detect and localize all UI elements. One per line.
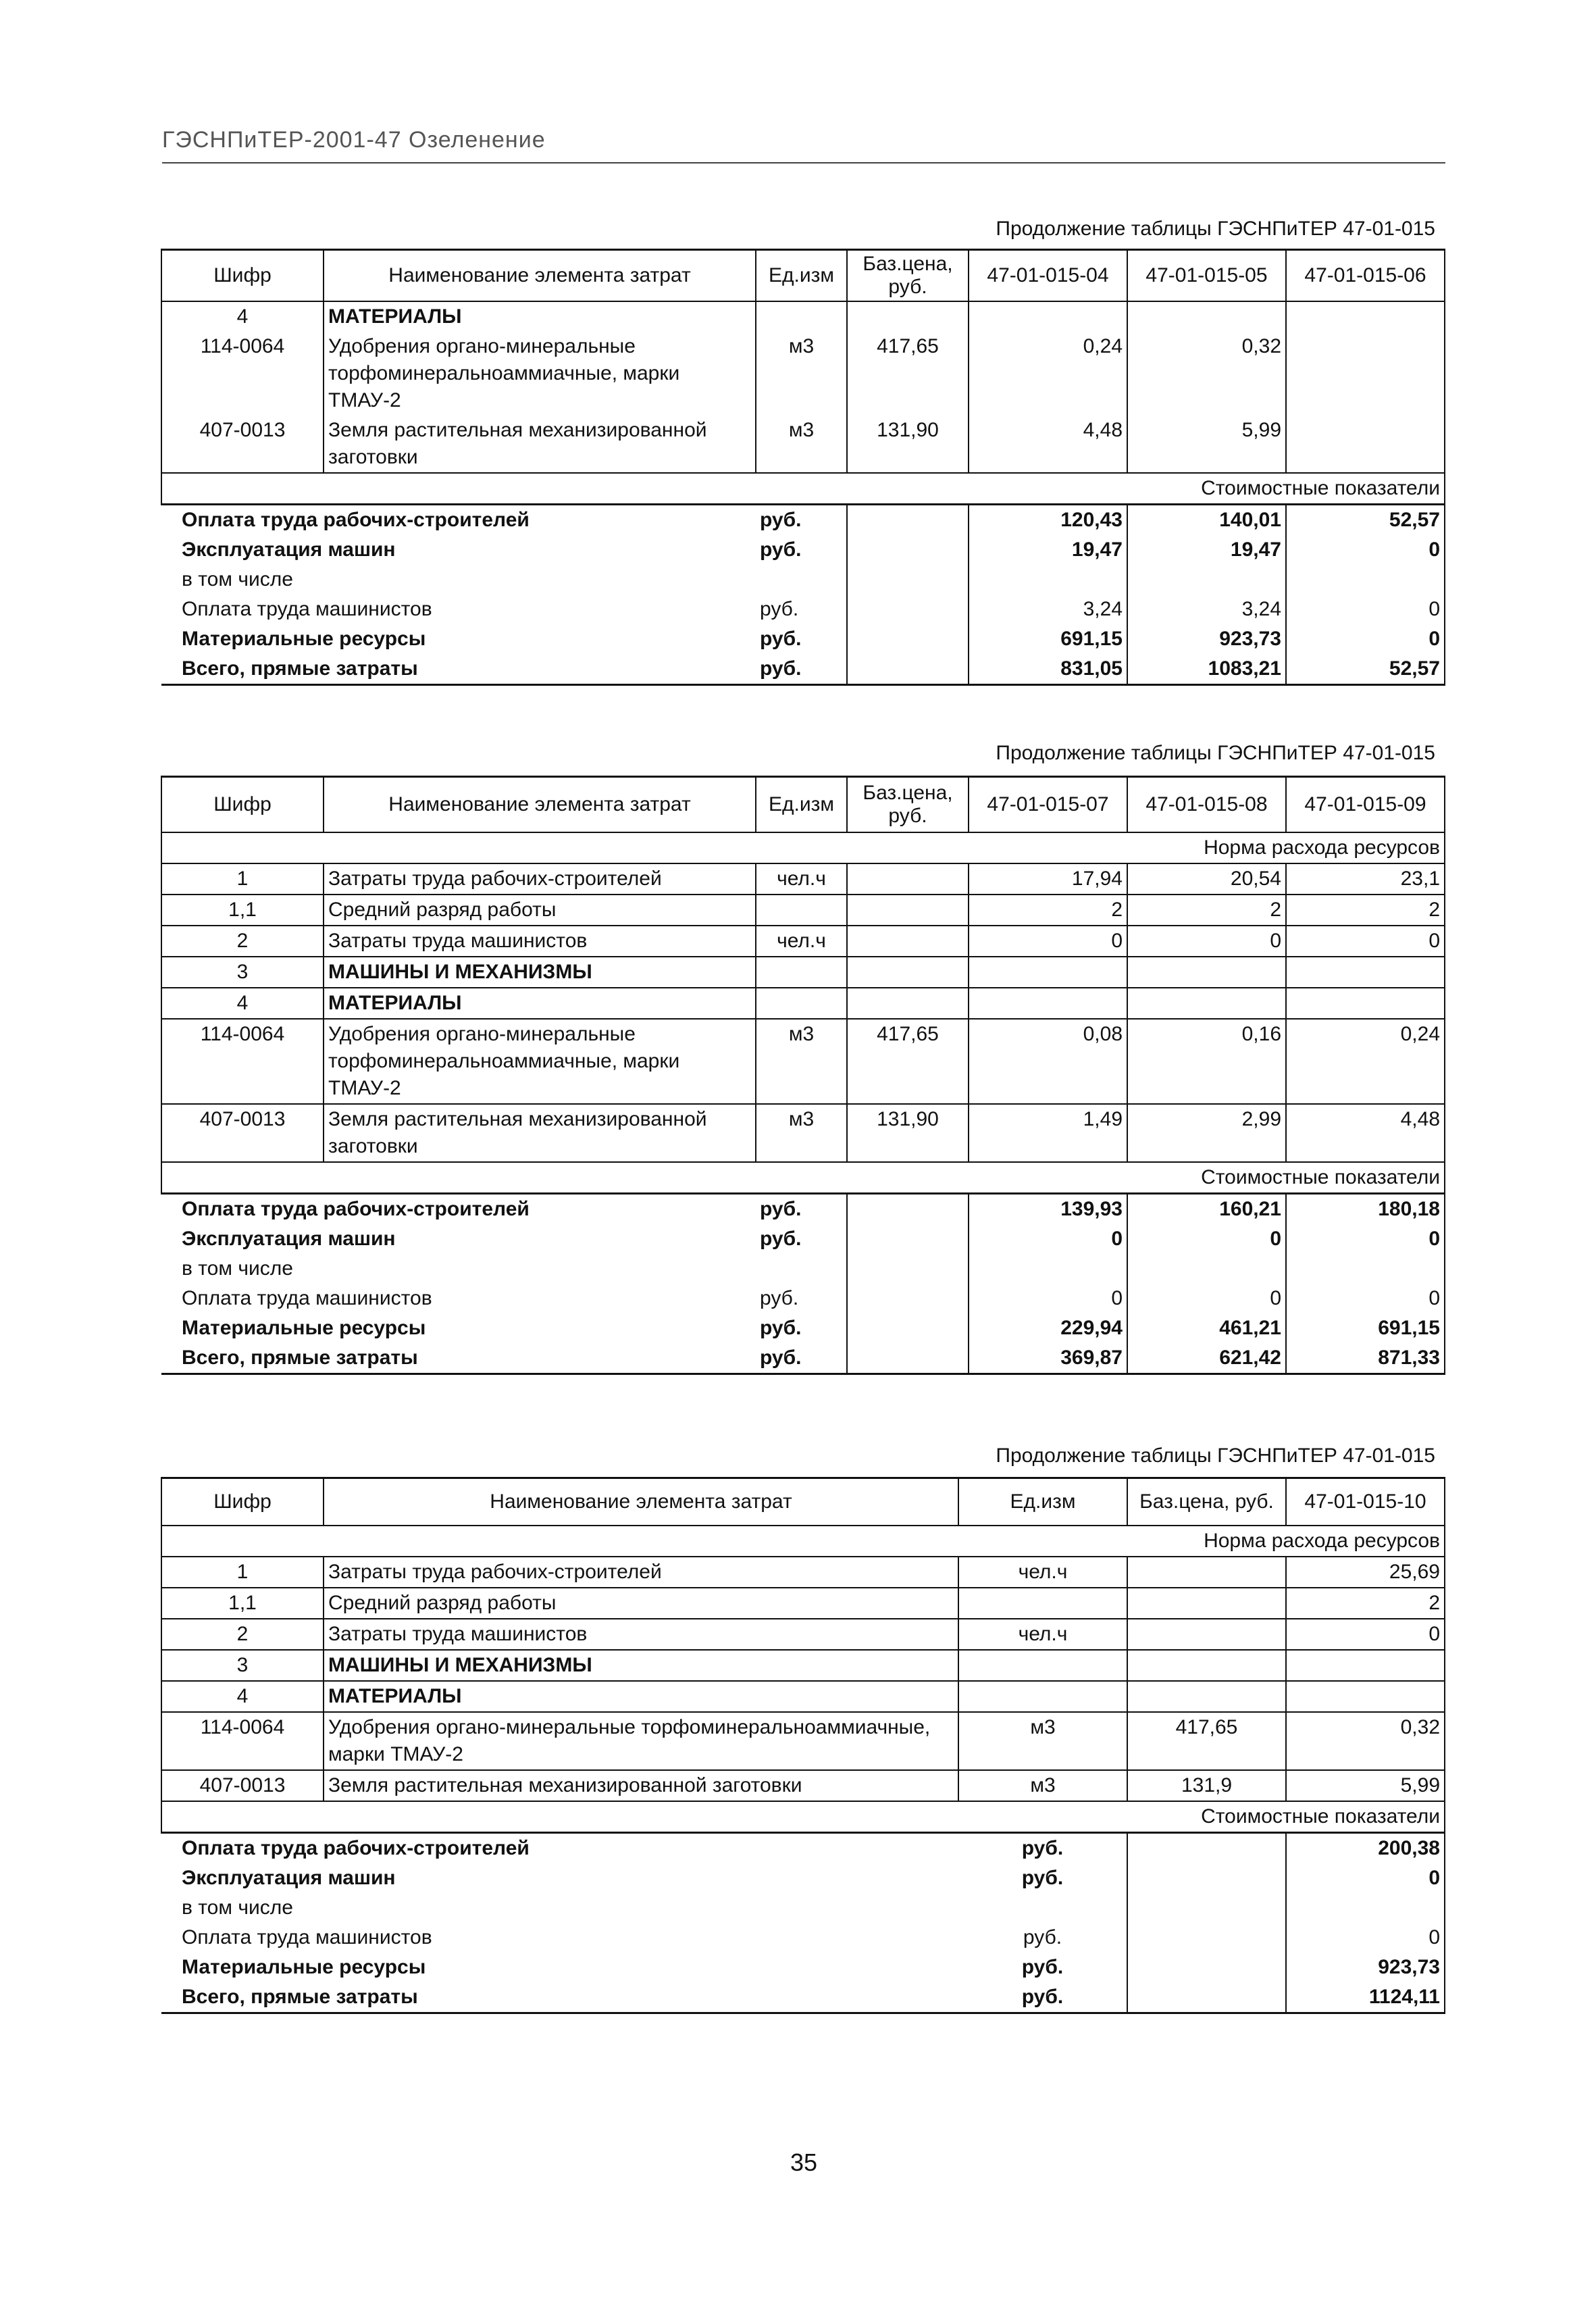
summary-value: 3,24	[969, 595, 1127, 624]
row-unit: м3	[756, 332, 847, 416]
summary-value: 831,05	[969, 654, 1127, 685]
summary-value: 0	[1286, 595, 1445, 624]
row-value: 2,99	[1127, 1104, 1286, 1162]
summary-unit: руб.	[1021, 1866, 1064, 1889]
summary-row	[161, 504, 1445, 535]
row-value: 0	[1286, 1619, 1445, 1650]
summary-value: 0	[1286, 1923, 1445, 1953]
norm-band-label: Норма расхода ресурсов	[161, 832, 1445, 863]
row-price: 131,9	[1127, 1770, 1286, 1801]
row-code: 114-0064	[161, 1019, 324, 1104]
table-header-row	[161, 1478, 1445, 1526]
summary-label: Оплата труда машинистов	[182, 1286, 432, 1309]
summary-empty-cell	[1127, 1923, 1286, 1953]
summary-value	[1286, 1254, 1445, 1284]
row-value: 0,32	[1286, 1712, 1445, 1770]
row-value	[969, 957, 1127, 988]
summary-unit: руб.	[760, 1227, 802, 1250]
row-unit	[958, 1650, 1127, 1681]
row-value: 5,99	[1127, 416, 1286, 473]
table-header-row	[161, 777, 1445, 832]
row-value: 20,54	[1127, 863, 1286, 895]
summary-value: 691,15	[969, 624, 1127, 654]
row-value: 0,32	[1127, 332, 1286, 416]
summary-unit: руб.	[760, 1286, 799, 1309]
summary-row	[161, 1193, 1445, 1224]
table-row	[161, 895, 1445, 926]
row-name: Средний разряд работы	[324, 895, 756, 926]
summary-value: 0	[1286, 1863, 1445, 1893]
summary-value: 871,33	[1286, 1343, 1445, 1374]
summary-unit: руб.	[1021, 1955, 1064, 1978]
row-name: МАТЕРИАЛЫ	[324, 1681, 958, 1712]
row-unit	[958, 1588, 1127, 1619]
col-header-price: Баз.цена, руб.	[847, 777, 969, 832]
summary-unit	[958, 1893, 1127, 1923]
row-name: Затраты труда рабочих-строителей	[324, 1557, 958, 1588]
table-row	[161, 1681, 1445, 1712]
row-code: 1	[161, 1557, 324, 1588]
summary-value	[1286, 565, 1445, 595]
summary-label: Оплата труда рабочих-строителей	[161, 1832, 958, 1863]
summary-value: 691,15	[1286, 1313, 1445, 1343]
col-header-item: 47-01-015-10	[1286, 1478, 1445, 1526]
summary-value: 923,73	[1286, 1953, 1445, 1982]
col-header-unit: Ед.изм	[756, 250, 847, 301]
summary-label: в том числе	[182, 1896, 293, 1919]
row-name: Затраты труда рабочих-строителей	[324, 863, 756, 895]
col-header-code: Шифр	[161, 250, 324, 301]
col-header-item: 47-01-015-07	[969, 777, 1127, 832]
col-header-code: Шифр	[161, 777, 324, 832]
row-price: 131,90	[847, 1104, 969, 1162]
row-code: 407-0013	[161, 1770, 324, 1801]
summary-label: в том числе	[182, 568, 293, 590]
row-code: 114-0064	[161, 1712, 324, 1770]
summary-value: 0	[1286, 1224, 1445, 1254]
cost-band-label: Стоимостные показатели	[161, 473, 1445, 505]
row-value: 2	[1286, 1588, 1445, 1619]
row-price	[847, 301, 969, 332]
header-divider	[162, 162, 1445, 164]
summary-value: 52,57	[1286, 654, 1445, 685]
row-value	[1286, 1681, 1445, 1712]
summary-empty-cell	[1127, 1953, 1286, 1982]
summary-row	[161, 1953, 1445, 1982]
row-unit	[756, 301, 847, 332]
summary-label: Оплата труда машинистов	[182, 1926, 432, 1948]
row-code: 407-0013	[161, 1104, 324, 1162]
row-unit: м3	[756, 416, 847, 473]
summary-value: 0	[1127, 1224, 1286, 1254]
table3-caption: Продолжение таблицы ГЭСНПиТЕР 47-01-015	[996, 1444, 1435, 1467]
row-value	[969, 988, 1127, 1019]
summary-empty-cell	[1127, 1832, 1286, 1863]
summary-row	[161, 595, 1445, 624]
col-header-name: Наименование элемента затрат	[324, 250, 756, 301]
summary-value: 0	[1286, 624, 1445, 654]
row-value	[969, 301, 1127, 332]
row-unit	[756, 957, 847, 988]
row-unit: чел.ч	[756, 926, 847, 957]
summary-row	[161, 535, 1445, 565]
row-code: 4	[161, 301, 324, 332]
cost-band-label: Стоимостные показатели	[161, 1162, 1445, 1194]
row-unit: м3	[756, 1019, 847, 1104]
summary-empty-cell	[847, 1284, 969, 1313]
row-price: 417,65	[847, 332, 969, 416]
row-value: 25,69	[1286, 1557, 1445, 1588]
row-code: 2	[161, 1619, 324, 1650]
summary-value: 0	[969, 1284, 1127, 1313]
col-header-price: Баз.цена, руб.	[1127, 1478, 1286, 1526]
row-name: Затраты труда машинистов	[324, 1619, 958, 1650]
row-value: 2	[969, 895, 1127, 926]
summary-label: Оплата труда рабочих-строителей	[161, 1193, 756, 1224]
row-unit: м3	[958, 1770, 1127, 1801]
summary-value: 19,47	[969, 535, 1127, 565]
summary-label: Всего, прямые затраты	[161, 654, 756, 685]
row-value: 0,24	[969, 332, 1127, 416]
table-row	[161, 1019, 1445, 1104]
summary-row	[161, 624, 1445, 654]
summary-empty-cell	[847, 1343, 969, 1374]
summary-unit: руб.	[958, 1832, 1127, 1863]
summary-label: Эксплуатация машин	[182, 538, 396, 561]
summary-row	[161, 1982, 1445, 2013]
row-name: Удобрения органо-минеральные торфоминеральноаммиачные, марки ТМАУ-2	[324, 1712, 958, 1770]
row-unit: чел.ч	[958, 1557, 1127, 1588]
row-code: 3	[161, 957, 324, 988]
row-value: 4,48	[969, 416, 1127, 473]
summary-value: 923,73	[1127, 624, 1286, 654]
col-header-item: 47-01-015-06	[1286, 250, 1445, 301]
row-value: 0,08	[969, 1019, 1127, 1104]
row-value: 0	[969, 926, 1127, 957]
row-price	[847, 895, 969, 926]
summary-unit: руб.	[756, 1193, 847, 1224]
summary-empty-cell	[847, 654, 969, 685]
summary-empty-cell	[847, 504, 969, 535]
row-name: МАТЕРИАЛЫ	[324, 301, 756, 332]
col-header-item: 47-01-015-09	[1286, 777, 1445, 832]
summary-value: 1083,21	[1127, 654, 1286, 685]
summary-row	[161, 1224, 1445, 1254]
summary-empty-cell	[847, 595, 969, 624]
row-price	[1127, 1588, 1286, 1619]
col-header-item: 47-01-015-04	[969, 250, 1127, 301]
row-value	[1286, 1650, 1445, 1681]
row-value: 0	[1286, 926, 1445, 957]
summary-value: 160,21	[1127, 1193, 1286, 1224]
summary-unit: руб.	[760, 597, 799, 620]
row-name: МАТЕРИАЛЫ	[324, 988, 756, 1019]
row-price: 417,65	[1127, 1712, 1286, 1770]
cost-band-label: Стоимостные показатели	[161, 1801, 1445, 1833]
row-name: Удобрения органо-минеральные торфоминеральноаммиачные, марки ТМАУ-2	[324, 1019, 756, 1104]
row-unit: чел.ч	[756, 863, 847, 895]
row-value	[1127, 988, 1286, 1019]
row-code: 1	[161, 863, 324, 895]
table-row	[161, 1770, 1445, 1801]
summary-value	[1127, 565, 1286, 595]
summary-value: 140,01	[1127, 504, 1286, 535]
row-name: МАШИНЫ И МЕХАНИЗМЫ	[324, 957, 756, 988]
summary-value: 180,18	[1286, 1193, 1445, 1224]
norm-band-row	[161, 832, 1445, 863]
cost-band-row	[161, 1162, 1445, 1194]
summary-label: Всего, прямые затраты	[161, 1982, 958, 2013]
resource-table-3	[161, 1477, 1445, 2014]
row-price: 131,90	[847, 416, 969, 473]
summary-empty-cell	[847, 565, 969, 595]
summary-empty-cell	[1127, 1863, 1286, 1893]
row-name: Земля растительная механизированной заготовки	[324, 1104, 756, 1162]
summary-value: 0	[1127, 1284, 1286, 1313]
summary-value: 1124,11	[1286, 1982, 1445, 2013]
col-header-unit: Ед.изм	[756, 777, 847, 832]
summary-label: Оплата труда рабочих-строителей	[161, 504, 756, 535]
row-unit: чел.ч	[958, 1619, 1127, 1650]
row-code: 1,1	[161, 1588, 324, 1619]
summary-unit: руб.	[760, 538, 802, 561]
col-header-unit: Ед.изм	[958, 1478, 1127, 1526]
summary-label: в том числе	[182, 1257, 293, 1280]
row-price: 417,65	[847, 1019, 969, 1104]
summary-value: 369,87	[969, 1343, 1127, 1374]
row-price	[847, 957, 969, 988]
page-number: 35	[790, 2148, 818, 2176]
row-value: 0	[1127, 926, 1286, 957]
summary-empty-cell	[847, 1254, 969, 1284]
summary-unit: руб.	[760, 1316, 802, 1339]
summary-label: Эксплуатация машин	[182, 1227, 396, 1250]
col-header-item: 47-01-015-08	[1127, 777, 1286, 832]
table-row	[161, 863, 1445, 895]
table1-caption: Продолжение таблицы ГЭСНПиТЕР 47-01-015	[996, 218, 1435, 240]
row-unit	[756, 988, 847, 1019]
row-code: 114-0064	[161, 332, 324, 416]
summary-value	[1127, 1254, 1286, 1284]
summary-row	[161, 1863, 1445, 1893]
row-value	[1286, 332, 1445, 416]
summary-row	[161, 1254, 1445, 1284]
summary-row	[161, 1284, 1445, 1313]
norm-band-row	[161, 1526, 1445, 1557]
summary-unit: руб.	[756, 504, 847, 535]
row-price	[1127, 1557, 1286, 1588]
row-value: 0,16	[1127, 1019, 1286, 1104]
row-value	[1127, 957, 1286, 988]
row-name: Земля растительная механизированной заготовки	[324, 1770, 958, 1801]
summary-row	[161, 1923, 1445, 1953]
summary-unit	[756, 565, 847, 595]
table-row	[161, 926, 1445, 957]
norm-band-label: Норма расхода ресурсов	[161, 1526, 1445, 1557]
summary-label: Материальные ресурсы	[182, 1955, 426, 1978]
row-price	[847, 926, 969, 957]
summary-empty-cell	[1127, 1982, 1286, 2013]
summary-value	[969, 565, 1127, 595]
summary-value: 3,24	[1127, 595, 1286, 624]
row-code: 1,1	[161, 895, 324, 926]
summary-unit: руб.	[760, 627, 802, 650]
row-code: 2	[161, 926, 324, 957]
summary-value: 19,47	[1127, 535, 1286, 565]
col-header-name: Наименование элемента затрат	[324, 777, 756, 832]
table-row	[161, 1619, 1445, 1650]
summary-row	[161, 1343, 1445, 1374]
col-header-item: 47-01-015-05	[1127, 250, 1286, 301]
row-price	[847, 988, 969, 1019]
summary-value: 139,93	[969, 1193, 1127, 1224]
row-unit	[756, 895, 847, 926]
row-value: 5,99	[1286, 1770, 1445, 1801]
summary-unit: руб.	[958, 1982, 1127, 2013]
summary-unit: руб.	[756, 654, 847, 685]
row-value	[1286, 957, 1445, 988]
row-value: 2	[1286, 895, 1445, 926]
cost-band-row	[161, 1801, 1445, 1833]
row-price	[1127, 1681, 1286, 1712]
summary-empty-cell	[847, 624, 969, 654]
row-price	[1127, 1650, 1286, 1681]
table-row	[161, 1650, 1445, 1681]
col-header-price: Баз.цена, руб.	[847, 250, 969, 301]
summary-value: 0	[1286, 1284, 1445, 1313]
row-value: 17,94	[969, 863, 1127, 895]
row-code: 3	[161, 1650, 324, 1681]
row-price	[1127, 1619, 1286, 1650]
summary-empty-cell	[847, 1193, 969, 1224]
summary-row	[161, 565, 1445, 595]
summary-value: 621,42	[1127, 1343, 1286, 1374]
summary-value	[969, 1254, 1127, 1284]
summary-unit: руб.	[1023, 1926, 1062, 1948]
row-unit	[958, 1681, 1127, 1712]
row-value	[1127, 301, 1286, 332]
table-row	[161, 1104, 1445, 1162]
summary-label: Оплата труда машинистов	[182, 597, 432, 620]
row-value: 4,48	[1286, 1104, 1445, 1162]
row-value: 2	[1127, 895, 1286, 926]
summary-row	[161, 1832, 1445, 1863]
summary-empty-cell	[847, 1224, 969, 1254]
summary-empty-cell	[1127, 1893, 1286, 1923]
summary-unit: руб.	[756, 1343, 847, 1374]
row-name: Средний разряд работы	[324, 1588, 958, 1619]
row-value	[1286, 416, 1445, 473]
table-row	[161, 416, 1445, 473]
summary-row	[161, 1893, 1445, 1923]
row-name: Удобрения органо-минеральные торфоминеральноаммиачные, марки ТМАУ-2	[324, 332, 756, 416]
table-row	[161, 957, 1445, 988]
resource-table-1	[161, 249, 1445, 686]
table-row	[161, 1712, 1445, 1770]
summary-value: 229,94	[969, 1313, 1127, 1343]
summary-label: Эксплуатация машин	[182, 1866, 396, 1889]
row-unit: м3	[958, 1712, 1127, 1770]
table-row	[161, 301, 1445, 332]
summary-empty-cell	[847, 1313, 969, 1343]
summary-label: Материальные ресурсы	[182, 627, 426, 650]
table-row	[161, 1588, 1445, 1619]
table2-caption: Продолжение таблицы ГЭСНПиТЕР 47-01-015	[996, 742, 1435, 764]
row-price	[847, 863, 969, 895]
row-value	[1286, 301, 1445, 332]
row-name: Затраты труда машинистов	[324, 926, 756, 957]
row-code: 407-0013	[161, 416, 324, 473]
summary-row	[161, 654, 1445, 685]
summary-row	[161, 1313, 1445, 1343]
table-row	[161, 1557, 1445, 1588]
page-header-title: ГЭСНПиТЕР-2001-47 Озеленение	[162, 127, 546, 153]
summary-value: 0	[1286, 535, 1445, 565]
col-header-name: Наименование элемента затрат	[324, 1478, 958, 1526]
row-code: 4	[161, 988, 324, 1019]
resource-table-2	[161, 776, 1445, 1375]
summary-unit	[756, 1254, 847, 1284]
row-name: Земля растительная механизированной заготовки	[324, 416, 756, 473]
table-row	[161, 988, 1445, 1019]
row-value	[1286, 988, 1445, 1019]
summary-empty-cell	[847, 535, 969, 565]
summary-value	[1286, 1893, 1445, 1923]
row-value: 0,24	[1286, 1019, 1445, 1104]
table-header-row	[161, 250, 1445, 301]
summary-label: Всего, прямые затраты	[161, 1343, 756, 1374]
summary-value: 0	[969, 1224, 1127, 1254]
summary-value: 200,38	[1286, 1832, 1445, 1863]
col-header-code: Шифр	[161, 1478, 324, 1526]
row-name: МАШИНЫ И МЕХАНИЗМЫ	[324, 1650, 958, 1681]
table-row	[161, 332, 1445, 416]
cost-band-row	[161, 473, 1445, 505]
row-code: 4	[161, 1681, 324, 1712]
summary-value: 120,43	[969, 504, 1127, 535]
row-value: 23,1	[1286, 863, 1445, 895]
row-unit: м3	[756, 1104, 847, 1162]
row-value: 1,49	[969, 1104, 1127, 1162]
summary-value: 52,57	[1286, 504, 1445, 535]
summary-value: 461,21	[1127, 1313, 1286, 1343]
summary-label: Материальные ресурсы	[182, 1316, 426, 1339]
